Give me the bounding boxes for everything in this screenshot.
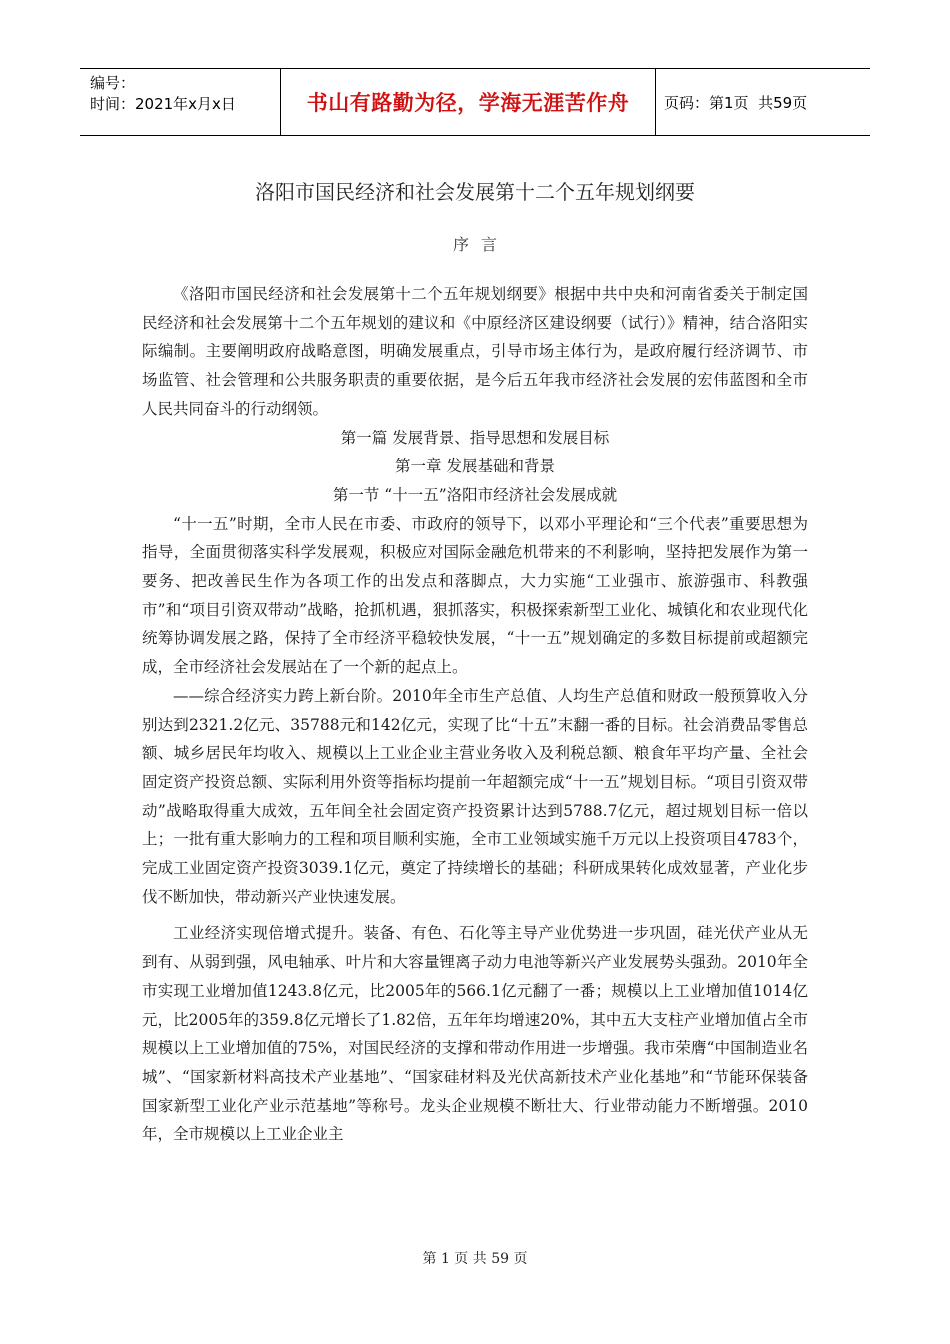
document-title: 洛阳市国民经济和社会发展第十二个五年规划纲要	[255, 180, 695, 204]
header-motto: 书山有路勤为径，学海无涯苦作舟	[306, 91, 630, 115]
chapter-heading: 第一章 发展基础和背景	[395, 457, 555, 476]
header-page-info: 页码：第1页 共59页	[664, 93, 808, 112]
preface-paragraph: 《洛阳市国民经济和社会发展第十二个五年规划纲要》根据中共中央和河南省委关于制定国民经济和社会发展第十二个五年规划的建议和《中原经济区建设纲要（试行）》精神，结合洛阳实际编制。主要阐明政府战略意图，明确发展重点，引导市场主体行为，是政府履行经济调节、市场监管、社会管理和公共服务职责的重要依据，是今后五年我市经济社会发展的宏伟蓝图和全市人民共同奋斗的行动纲领。	[142, 285, 808, 418]
body-paragraph: ——综合经济实力跨上新台阶。2010年全市生产总值、人均生产总值和财政一般预算收入分别达到2321.2亿元、35788元和142亿元，实现了比“十五”末翻一番的目标。社会消费品零售总额、城乡居民年均收入、规模以上工业企业主营业务收入及利税总额、粮食年平均产量、全社会固定资产投资总额、实际利用外资等指标均提前一年超额完成“十一五”规划目标。“项目引资双带动”战略取得重大成效，五年间全社会固定资产投资累计达到5788.7亿元，超过规划目标一倍以上；一批有重大影响力的工程和项目顺利实施，全市工业领域实施千万元以上投资项目4783个，完成工业固定资产投资3039.1亿元，奠定了持续增长的基础；科研成果转化成效显著，产业化步伐不断加快，带动新兴产业快速发展。	[142, 686, 808, 906]
body-paragraph: “十一五”时期，全市人民在市委、市政府的领导下，以邓小平理论和“三个代表”重要思想为指导，全面贯彻落实科学发展观，积极应对国际金融危机带来的不利影响，坚持把发展作为第一要务、把改善民生作为各项工作的出发点和落脚点，大力实施“工业强市、旅游强市、科教强市”和“项目引资双带动”战略，抢抓机遇，狠抓落实，积极探索新型工业化、城镇化和农业现代化统筹协调发展之路，保持了全市经济平稳较快发展，“十一五”规划确定的多数目标提前或超额完成，全市经济社会发展站在了一个新的起点上。	[142, 514, 808, 677]
header-table	[80, 68, 870, 136]
header-meta-cell	[80, 69, 280, 135]
header-motto-cell	[280, 69, 656, 135]
document-date-label: 时间：2021年x月x日	[90, 95, 236, 113]
preface-heading: 序言	[452, 235, 509, 254]
page-footer: 第 1 页 共 59 页	[422, 1251, 528, 1267]
document-number-label: 编号：	[90, 74, 136, 92]
part-heading: 第一篇 发展背景、指导思想和发展目标	[340, 428, 610, 447]
body-paragraph: 工业经济实现倍增式提升。装备、有色、石化等主导产业优势进一步巩固，硅光伏产业从无到有、从弱到强，风电轴承、叶片和大容量锂离子动力电池等新兴产业发展势头强劲。2010年全市实现工业增加值1243.8亿元，比2005年的566.1亿元翻了一番；规模以上工业增加值1014亿元，比2005年的359.8亿元增长了1.82倍，五年年均增速20%，其中五大支柱产业增加值占全市规模以上工业增加值的75%，对国民经济的支撑和带动作用进一步增强。我市荣膺“中国制造业名城”、“国家新材料高技术产业基地”、“国家硅材料及光伏高新技术产业化基地”和“节能环保装备国家新型工业化产业示范基地”等称号。龙头企业规模不断壮大、行业带动能力不断增强。2010年，全市规模以上工业企业主	[142, 924, 808, 1144]
header-page-cell	[656, 69, 870, 135]
section-heading: 第一节 “十一五”洛阳市经济社会发展成就	[332, 485, 618, 504]
document-body	[142, 280, 808, 1149]
